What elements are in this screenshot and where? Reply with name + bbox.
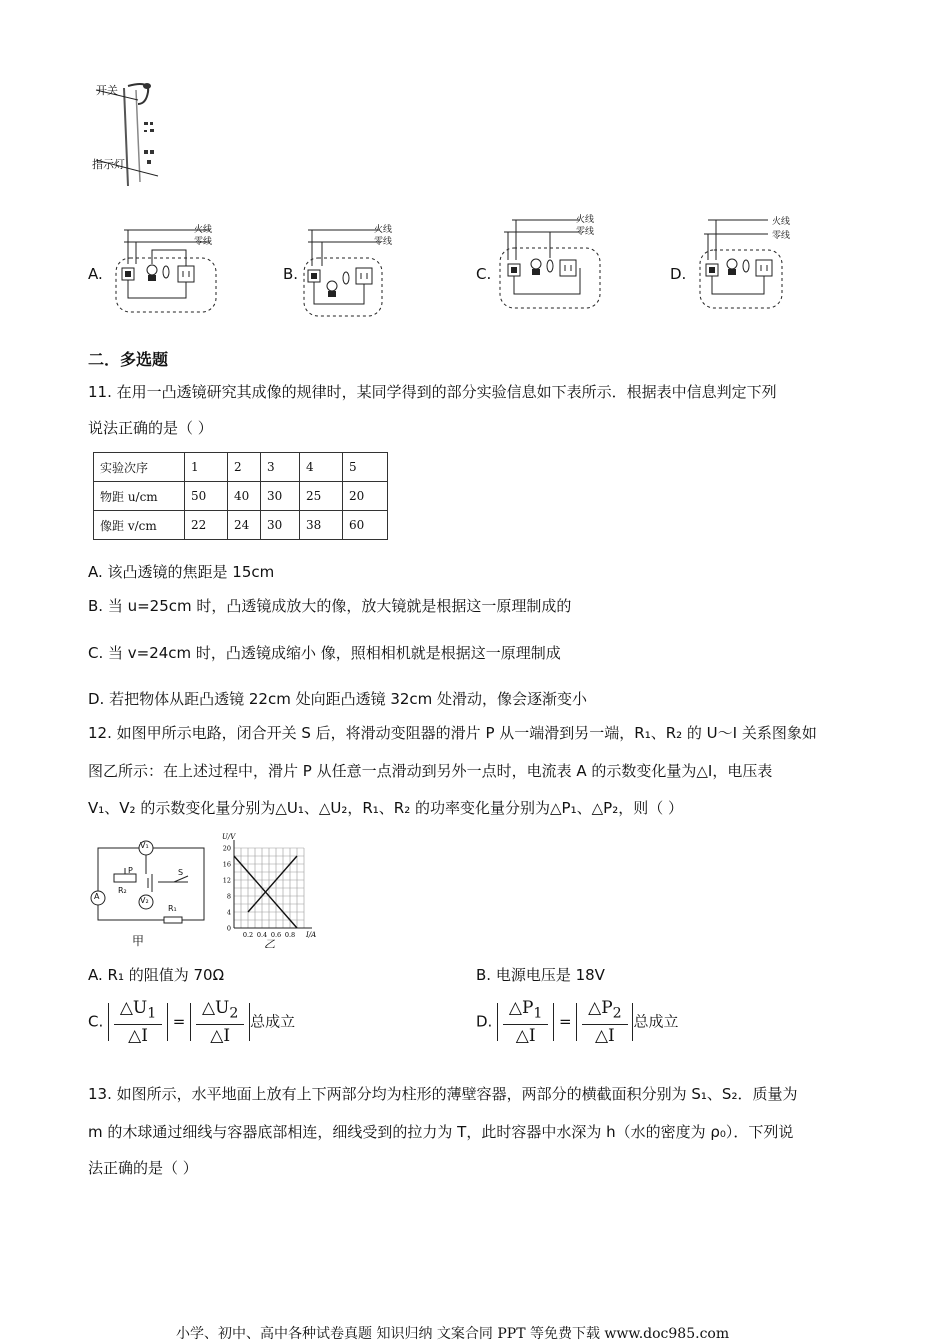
table-cell: 40 [228, 482, 261, 511]
live-wire-label-c: 火线 [576, 215, 595, 225]
circuit-diagram-d [696, 212, 806, 312]
denominator: △I [128, 1026, 148, 1047]
y-tick-label: 0 [226, 924, 231, 933]
series-line-2 [248, 856, 297, 912]
live-wire-label-b: 火线 [374, 225, 393, 235]
abs-bar [497, 1003, 498, 1041]
neutral-wire-label-c: 零线 [576, 227, 595, 237]
table-row [94, 482, 388, 511]
option-c-suffix: 总成立 [250, 1012, 296, 1031]
circuit-label-a: A [94, 892, 100, 901]
denominator: △I [210, 1026, 231, 1047]
table-cell: 30 [261, 511, 300, 540]
subscript: 2 [229, 1005, 239, 1022]
subscript: 1 [533, 1005, 543, 1022]
abs-bar [167, 1003, 168, 1041]
subscript: 2 [612, 1005, 622, 1022]
experiment-table [93, 452, 388, 540]
table-cell: 实验次序 [94, 453, 185, 482]
y-tick-label: 16 [222, 860, 231, 869]
q11-option-b: B. 当 u=25cm 时，凸透镜成放大的像，放大镜就是根据这一原理制成的 [88, 597, 572, 615]
option-c-prefix: C. [88, 1012, 104, 1031]
circuit-label-r2: R₂ [118, 886, 127, 895]
denominator: △I [515, 1026, 536, 1047]
table-cell: 5 [343, 453, 388, 482]
fraction-du1-di [114, 998, 162, 1046]
q11-stem-line2: 说法正确的是（ ） [88, 419, 213, 437]
table-cell: 像距 v/cm [94, 511, 185, 540]
graph-caption: 乙 [264, 938, 275, 948]
q13-stem-line3: 法正确的是（ ） [88, 1159, 198, 1177]
q11-stem-line1: 11. 在用一凸透镜研究其成像的规律时，某同学得到的部分实验信息如下表所示．根据表中信息判定下列 [88, 383, 777, 401]
q12-option-c [88, 998, 295, 1046]
denominator: △I [594, 1026, 615, 1047]
circuit-label-v2: V₂ [140, 896, 149, 905]
q11-option-c: C. 当 v=24cm 时，凸透镜成缩小 像，照相相机就是根据这一原理制成 [88, 644, 561, 662]
x-tick-label: 0.2 [242, 931, 254, 939]
option-d-prefix: D. [476, 1012, 493, 1031]
fraction-du2-di [196, 998, 244, 1046]
q12-option-d [476, 998, 678, 1046]
q10-option-c-label: C. [476, 265, 492, 283]
circuit-jia [88, 840, 210, 950]
y-tick-label: 4 [226, 908, 231, 917]
abs-bar [108, 1003, 109, 1041]
table-cell: 30 [261, 482, 300, 511]
abs-bar [553, 1003, 554, 1041]
label-indicator: 指示灯 [92, 158, 125, 171]
q13-stem-line1: 13. 如图所示，水平地面上放有上下两部分均为柱形的薄壁容器，两部分的横截面积分别为 S₁、S₂．质量为 [88, 1085, 798, 1103]
table-cell: 24 [228, 511, 261, 540]
x-tick-label: 0.6 [270, 931, 282, 939]
q10-option-b-label: B. [283, 265, 299, 283]
abs-bar [190, 1003, 191, 1041]
table-row [94, 453, 388, 482]
table-cell: 20 [343, 482, 388, 511]
live-wire-label-d: 火线 [772, 217, 791, 227]
circuit-caption: 甲 [132, 934, 145, 948]
option-d-suffix: 总成立 [633, 1012, 679, 1031]
y-tick-label: 12 [222, 876, 231, 885]
fraction-dp1-di [503, 998, 549, 1046]
q13-stem-line2: m 的木球通过细线与容器底部相连，细线受到的拉力为 T，此时容器中水深为 h（水的密度为 ρ₀）．下列说 [88, 1123, 794, 1141]
table-cell: 60 [343, 511, 388, 540]
q10-option-d-label: D. [670, 265, 687, 283]
table-cell: 4 [300, 453, 343, 482]
circuit-label-p: P [128, 866, 133, 875]
numerator: △P [508, 998, 534, 1018]
q11-option-d: D. 若把物体从距凸透镜 22cm 处向距凸透镜 32cm 处滑动，像会逐渐变小 [88, 690, 588, 708]
numerator: △P [588, 998, 613, 1018]
circuit-label-s: S [178, 868, 184, 877]
table-cell: 1 [185, 453, 228, 482]
table-cell: 38 [300, 511, 343, 540]
equals-sign: = [558, 1012, 572, 1031]
table-cell: 22 [185, 511, 228, 540]
y-tick-label: 8 [226, 892, 231, 901]
y-tick-label: 20 [222, 844, 231, 853]
table-cell: 3 [261, 453, 300, 482]
circuit-label-v1: V₁ [140, 841, 149, 850]
subscript: 1 [147, 1005, 157, 1022]
q11-option-a: A. 该凸透镜的焦距是 15cm [88, 563, 275, 581]
table-cell: 50 [185, 482, 228, 511]
table-cell: 物距 u/cm [94, 482, 185, 511]
section-title: 二．多选题 [88, 350, 169, 369]
x-tick-label: 0.4 [256, 931, 268, 939]
x-axis-label: I/A [306, 931, 317, 939]
page-footer: 小学、初中、高中各种试卷真题 知识归纳 文案合同 PPT 等免费下载 www.doc985.com [176, 1326, 730, 1342]
circuit-label-r1: R₁ [168, 904, 177, 913]
circuit-diagram-c [496, 212, 606, 312]
ui-graph [216, 830, 320, 948]
q12-stem-line3: V₁、V₂ 的示数变化量分别为△U₁、△U₂，R₁、R₂ 的功率变化量分别为△P₁、△P₂，则（ ） [88, 799, 683, 817]
neutral-wire-label-d: 零线 [772, 231, 791, 241]
panel-figure [92, 78, 172, 190]
ui-graph-svg [216, 830, 320, 948]
q12-option-a: A. R₁ 的阻值为 70Ω [88, 966, 225, 984]
y-axis-label: U/V [222, 833, 236, 841]
table-cell: 25 [300, 482, 343, 511]
q10-option-a-label: A. [88, 265, 103, 283]
q12-stem-line1: 12. 如图甲所示电路，闭合开关 S 后，将滑动变阻器的滑片 P 从一端滑到另一端，R₁、R₂ 的 U～I 关系图象如 [88, 724, 817, 742]
table-row [94, 511, 388, 540]
q12-option-b: B. 电源电压是 18V [476, 966, 605, 984]
equals-sign: = [172, 1012, 186, 1031]
fraction-dp2-di [582, 998, 628, 1046]
q12-stem-line2: 图乙所示：在上述过程中，滑片 P 从任意一点滑动到另外一点时，电流表 A 的示数变化量为△I，电压表 [88, 762, 773, 780]
neutral-wire-label-a: 零线 [194, 237, 213, 247]
numerator: △U [201, 998, 230, 1018]
circuit-diagram-a [112, 220, 232, 316]
label-switch: 开关 [96, 84, 118, 97]
x-tick-label: 0.8 [284, 931, 296, 939]
circuit-diagram-b [300, 222, 410, 318]
live-wire-label-a: 火线 [194, 225, 213, 235]
table-cell: 2 [228, 453, 261, 482]
abs-bar [576, 1003, 577, 1041]
neutral-wire-label-b: 零线 [374, 237, 393, 247]
numerator: △U [119, 998, 148, 1018]
